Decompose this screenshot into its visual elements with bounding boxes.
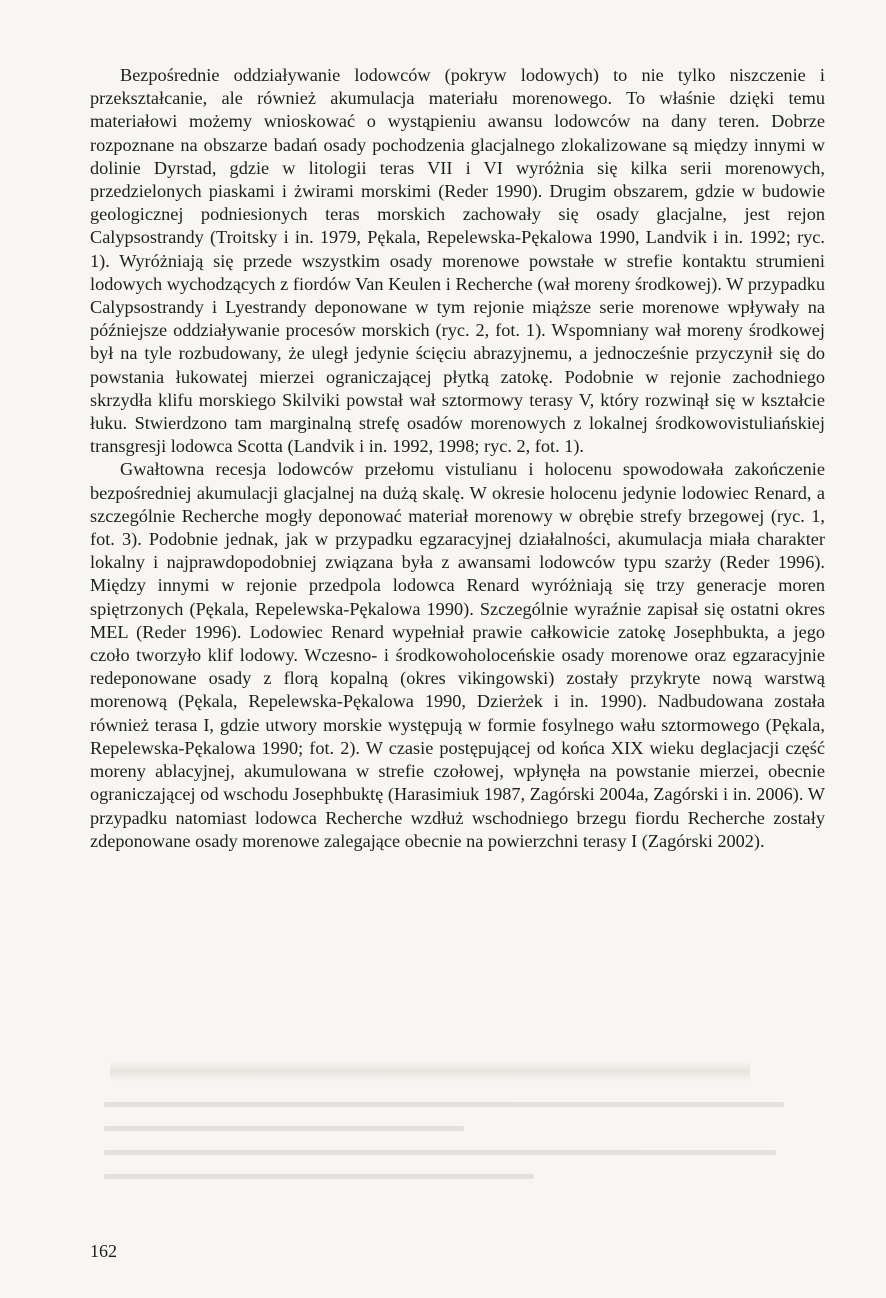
bleed-through-lines xyxy=(96,1088,796,1192)
paragraph-1: Bezpośrednie oddziaływanie lodowców (pokryw lodowych) to nie tylko niszczenie i przekształcanie, ale również akumulacja materiału morenowego. To właśnie dzięki temu materiałowi możemy wnioskować o wystąpieniu awansu lodowców na dany teren. Dobrze rozpoznane na obszarze badań osady pochodzenia glacjalnego zlokalizowane są między innymi w dolinie Dyrstad, gdzie w litologii teras VII i VI wyróżnia się kilka serii morenowych, przedzielonych piaskami i żwirami morskimi (Reder 1990). Drugim obszarem, gdzie w budowie geologicznej podniesionych teras morskich zachowały się osady glacjalne, jest rejon Calypsostrandy (Troitsky i in. 1979, Pękala, Repelewska-Pękalowa 1990, Landvik i in. 1992; ryc. 1). Wyróżniają się przede wszystkim osady morenowe powstałe w strefie kontaktu strumieni lodowych wychodzących z fiordów Van Keulen i Recherche (wał moreny środkowej). W przypadku Calypsostrandy i Lyestrandy deponowane w tym rejonie miąższe serie morenowe wpływały na późniejsze oddziaływanie procesów morskich (ryc. 2, fot. 1). Wspomniany wał moreny środkowej był na tyle rozbudowany, że uległ jedynie ścięciu abrazyjnemu, a jednocześnie przyczynił się do powstania łukowatej mierzei ograniczającej płytką zatokę. Podobnie w rejonie zachodniego skrzydła klifu morskiego Skilviki powstał wał sztormowy terasy V, który rozwinął się w kształcie łuku. Stwierdzono tam marginalną strefę osadów morenowych z lokalnej środkowovistuliańskiej transgresji lodowca Scotta (Landvik i in. 1992, 1998; ryc. 2, fot. 1). xyxy=(90,65,825,457)
paragraph-2: Gwałtowna recesja lodowców przełomu vistulianu i holocenu spowodowała zakończenie bezpośredniej akumulacji glacjalnej na dużą skalę. W okresie holocenu jedynie lodowiec Renard, a szczególnie Recherche mogły deponować materiał morenowy w obrębie strefy brzegowej (ryc. 1, fot. 3). Podobnie jednak, jak w przypadku egzaracyjnej działalności, akumulacja miała charakter lokalny i najprawdopodobniej związana była z awansami lodowców typu szarży (Reder 1996). Między innymi w rejonie przedpola lodowca Renard wyróżniają się trzy generacje moren spiętrzonych (Pękala, Repelewska-Pękalowa 1990). Szczególnie wyraźnie zapisał się ostatni okres MEL (Reder 1996). Lodowiec Renard wypełniał prawie całkowicie zatokę Josephbukta, a jego czoło tworzyło klif lodowy. Wczesno- i środkowoholoceńskie osady morenowe oraz egzaracyjnie redeponowane osady z florą kopalną (okres vikingowski) zostały przykryte nową warstwą morenową (Pękala, Repelewska-Pękalowa 1990, Dzierżek i in. 1990). Nadbudowana została również terasa I, gdzie utwory morskie występują w formie fosylnego wału sztormowego (Pękala, Repelewska-Pękalowa 1990; fot. 2). W czasie postępującej od końca XIX wieku deglacjacji część moreny ablacyjnej, akumulowana w strefie czołowej, wpłynęła na powstanie mierzei, obecnie ograniczającej od wschodu Josephbuktę (Harasimiuk 1987, Zagórski 2004a, Zagórski i in. 2006). W przypadku natomiast lodowca Recherche wzdłuż wschodniego brzegu fiordu Recherche zostały zdeponowane osady morenowe zalegające obecnie na powierzchni terasy I (Zagórski 2002). xyxy=(90,459,825,851)
main-text xyxy=(90,64,825,853)
page-number: 162 xyxy=(90,1241,117,1261)
scan-shadow xyxy=(110,1060,750,1082)
reverse-side-bleed-through xyxy=(96,1088,796,1192)
